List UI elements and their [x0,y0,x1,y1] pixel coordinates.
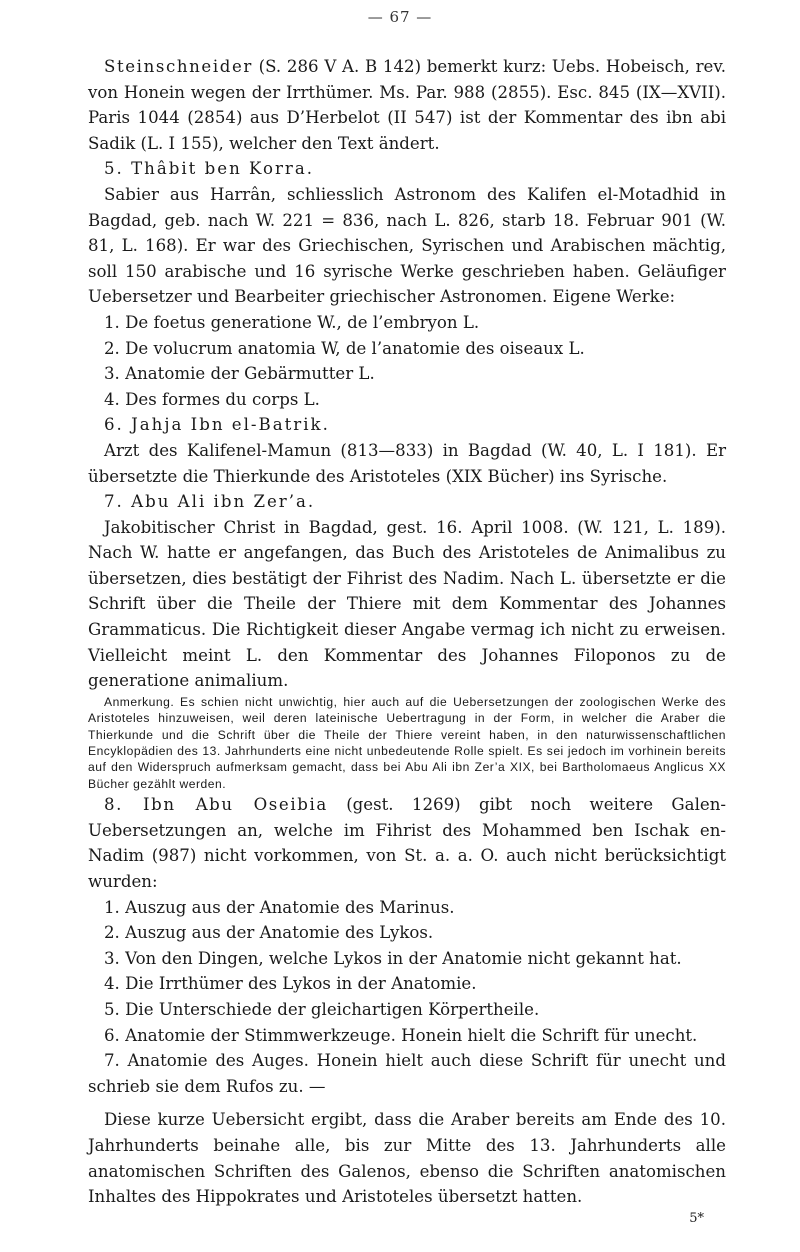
list-item: 3. Anatomie der Gebärmutter L. [104,364,375,384]
paragraph-jahja: Arzt des Kalifenel-Mamun (813—833) in Bagdad (W. 40, L. I 181). Er übersetzte die Thierkunde des Aristoteles (XIX Bücher) ins Syrische. [88,440,726,486]
paragraph-oseibia: 8. Ibn Abu Oseibia (gest. 1269) gibt noch weitere Galen-Uebersetzungen an, welche im Fihrist des Mohammed ben Ischak en-Nadim (987) nicht vorkommen, von St. a. a. O. auch nicht berücksichtigt wurden: [88,795,726,892]
page-number: — 67 — [367,8,433,26]
list-item: 3. Von den Dingen, welche Lykos in der Anatomie nicht gekannt hat. [104,948,682,968]
list-item: 4. Des formes du corps L. [104,389,320,409]
footnote-anmerkung: Anmerkung. Es schien nicht unwichtig, hier auch auf die Uebersetzungen der zoologischen Werke des Aristoteles hinzuweisen, weil deren lateinische Uebertragung in der Form, in welcher die Araber die Thierkunde und die Schrift über die Theile der Thiere vereint haben, in den naturwissenschaftlichen Encyklopädien des 13. Jahrhunderts eine nicht unbedeutende Rolle spielt. Es sei jedoch im vorhinein bereits auf den Widerspruch aufmerksam gemacht, dass bei Abu Ali ibn Zer’a XIX, bei Bartholomaeus Anglicus XX Bücher gezählt werden. [88,694,726,791]
section-heading-oseibia: 8. Ibn Abu Oseibia [104,795,328,815]
list-item: 2. Auszug aus der Anatomie des Lykos. [104,923,434,943]
page-body [88,54,726,1228]
list-item: 4. Die Irrthümer des Lykos in der Anatomie. [104,974,477,994]
section-heading-abu-ali: 7. Abu Ali ibn Zer’a. [104,492,316,512]
list-item: 7. Anatomie des Auges. Honein hielt auch diese Schrift für unecht und schrieb sie dem Rufos zu. — [88,1051,726,1096]
list-item: 1. De foetus generatione W., de l’embryon L. [104,312,480,332]
section-heading-jahja: 6. Jahja Ibn el-Batrik. [104,415,330,435]
paragraph-thabit: Sabier aus Harrân, schliesslich Astronom des Kalifen el-Motadhid in Bagdad, geb. nach W. 221 = 836, nach L. 826, starb 18. Februar 901 (W. 81, L. 168). Er war des Griechischen, Syrischen und Arabischen mächtig, soll 150 arabische und 16 syrische Werke geschrieben haben. Geläufiger Uebersetzer und Bearbeiter griechischer Astronomen. Eigene Werke: [88,184,726,307]
paragraph-steinschneider: Steinschneider (S. 286 V A. B 142) bemerkt kurz: Uebs. Hobeisch, rev. von Honein wegen der Irrthümer. Ms. Par. 988 (2855). Esc. 845 (IX—XVII). Paris 1044 (2854) aus D’Herbelot (II 547) ist der Kommentar des ibn abi Sadik (L. I 155), welcher den Text ändert. [88,57,726,153]
author-name: Steinschneider [104,57,253,76]
list-item: 1. Auszug aus der Anatomie des Marinus. [104,897,455,917]
section-heading-thabit: 5. Thâbit ben Korra. [104,159,315,179]
paragraph-abu-ali: Jakobitischer Christ in Bagdad, gest. 16. April 1008. (W. 121, L. 189). Nach W. hatte er angefangen, das Buch des Aristoteles de Animalibus zu übersetzen, dies bestätigt der Fihrist des Nadim. Nach L. übersetzte er die Schrift über die Theile der Thiere mit dem Kommentar des Johannes Grammaticus. Die Richtigkeit dieser Angabe vermag ich nicht zu erweisen. Vielleicht meint L. den Kommentar des Johannes Filoponos zu de generatione animalium. [88,517,726,691]
signature-mark: 5* [689,1210,704,1226]
paragraph-conclusion: Diese kurze Uebersicht ergibt, dass die Araber bereits am Ende des 10. Jahrhunderts beinahe alle, bis zur Mitte des 13. Jahrhunderts alle anatomischen Schriften des Galenos, ebenso die Schriften anatomischen Inhaltes des Hippokrates und Aristoteles übersetzt hatten. [88,1110,726,1207]
list-item: 5. Die Unterschiede der gleichartigen Körpertheile. [104,1000,540,1020]
list-item: 2. De volucrum anatomia W, de l’anatomie des oiseaux L. [104,338,585,358]
list-item: 6. Anatomie der Stimmwerkzeuge. Honein hielt die Schrift für unecht. [104,1025,698,1045]
